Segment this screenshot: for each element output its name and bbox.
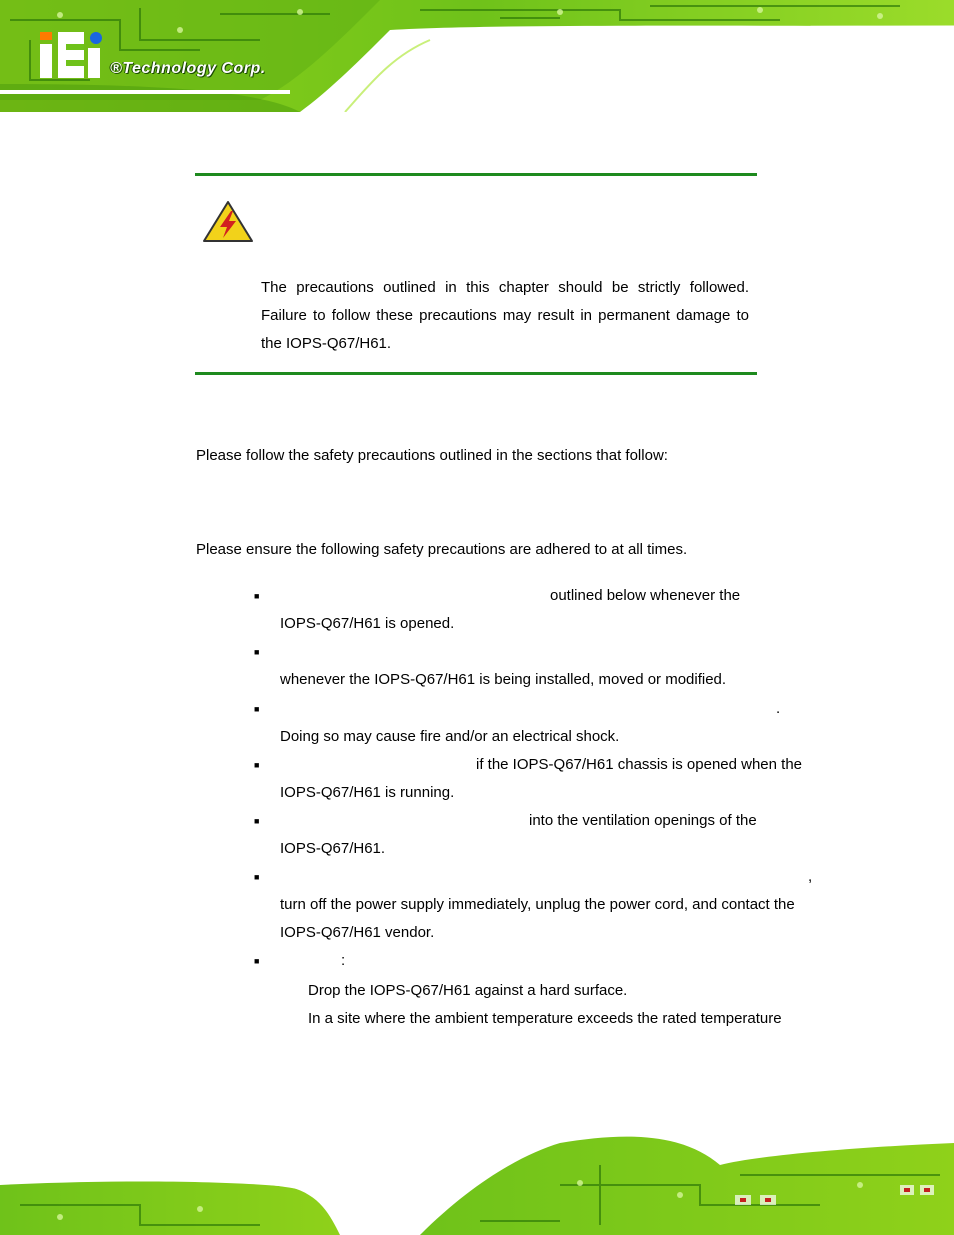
- header-banner: [0, 0, 954, 112]
- logo-text: ®Technology Corp.: [110, 60, 266, 77]
- sub-item-1: Drop the IOPS-Q67/H61 against a hard surface.: [308, 982, 628, 999]
- warning-top-rule: [195, 173, 757, 176]
- intro-text: Please follow the safety precautions outlined in the sections that follow:: [196, 447, 668, 464]
- bullet-1-line1: outlined below whenever the: [550, 587, 741, 604]
- bullet-4-line2: IOPS-Q67/H61 is running.: [280, 784, 455, 801]
- bullet-3-line2: Doing so may cause fire and/or an electrical shock.: [280, 728, 620, 745]
- bullet-marker: ■: [254, 760, 260, 770]
- bullet-5-line1: into the ventilation openings of the: [529, 812, 757, 829]
- section-intro-text: Please ensure the following safety precautions are adhered to at all times.: [196, 541, 688, 558]
- bullet-marker: ■: [254, 872, 260, 882]
- bullet-marker: ■: [254, 704, 260, 714]
- bullet-1-line2: IOPS-Q67/H61 is opened.: [280, 615, 455, 632]
- bullet-6-line1: ,: [808, 868, 813, 885]
- bullet-marker: ■: [254, 816, 260, 826]
- footer-banner: [0, 1125, 954, 1235]
- warning-bottom-rule: [195, 372, 757, 375]
- bullet-marker: ■: [254, 956, 260, 966]
- bullet-marker: ■: [254, 647, 260, 657]
- bullet-6-line3: IOPS-Q67/H61 vendor.: [280, 924, 435, 941]
- bullet-5-line2: IOPS-Q67/H61.: [280, 840, 386, 857]
- bullet-6-line2: turn off the power supply immediately, unplug the power cord, and contact the: [280, 896, 795, 913]
- sub-item-2: In a site where the ambient temperature exceeds the rated temperature: [308, 1010, 782, 1027]
- bullet-4-line1: if the IOPS-Q67/H61 chassis is opened when the: [476, 756, 803, 773]
- iei-logo-mark: [40, 32, 102, 78]
- bullet-3-line1: .: [776, 700, 781, 717]
- bullet-2-line2: whenever the IOPS-Q67/H61 is being installed, moved or modified.: [280, 671, 727, 688]
- bullet-marker: ■: [254, 591, 260, 601]
- bullet-7-line1: :: [341, 952, 346, 969]
- electrical-warning-icon: [202, 200, 254, 244]
- warning-text: The precautions outlined in this chapter should be strictly followed. Failure to follow these precautions may result in permanent damage to the IOPS-Q67/H61.: [261, 279, 749, 352]
